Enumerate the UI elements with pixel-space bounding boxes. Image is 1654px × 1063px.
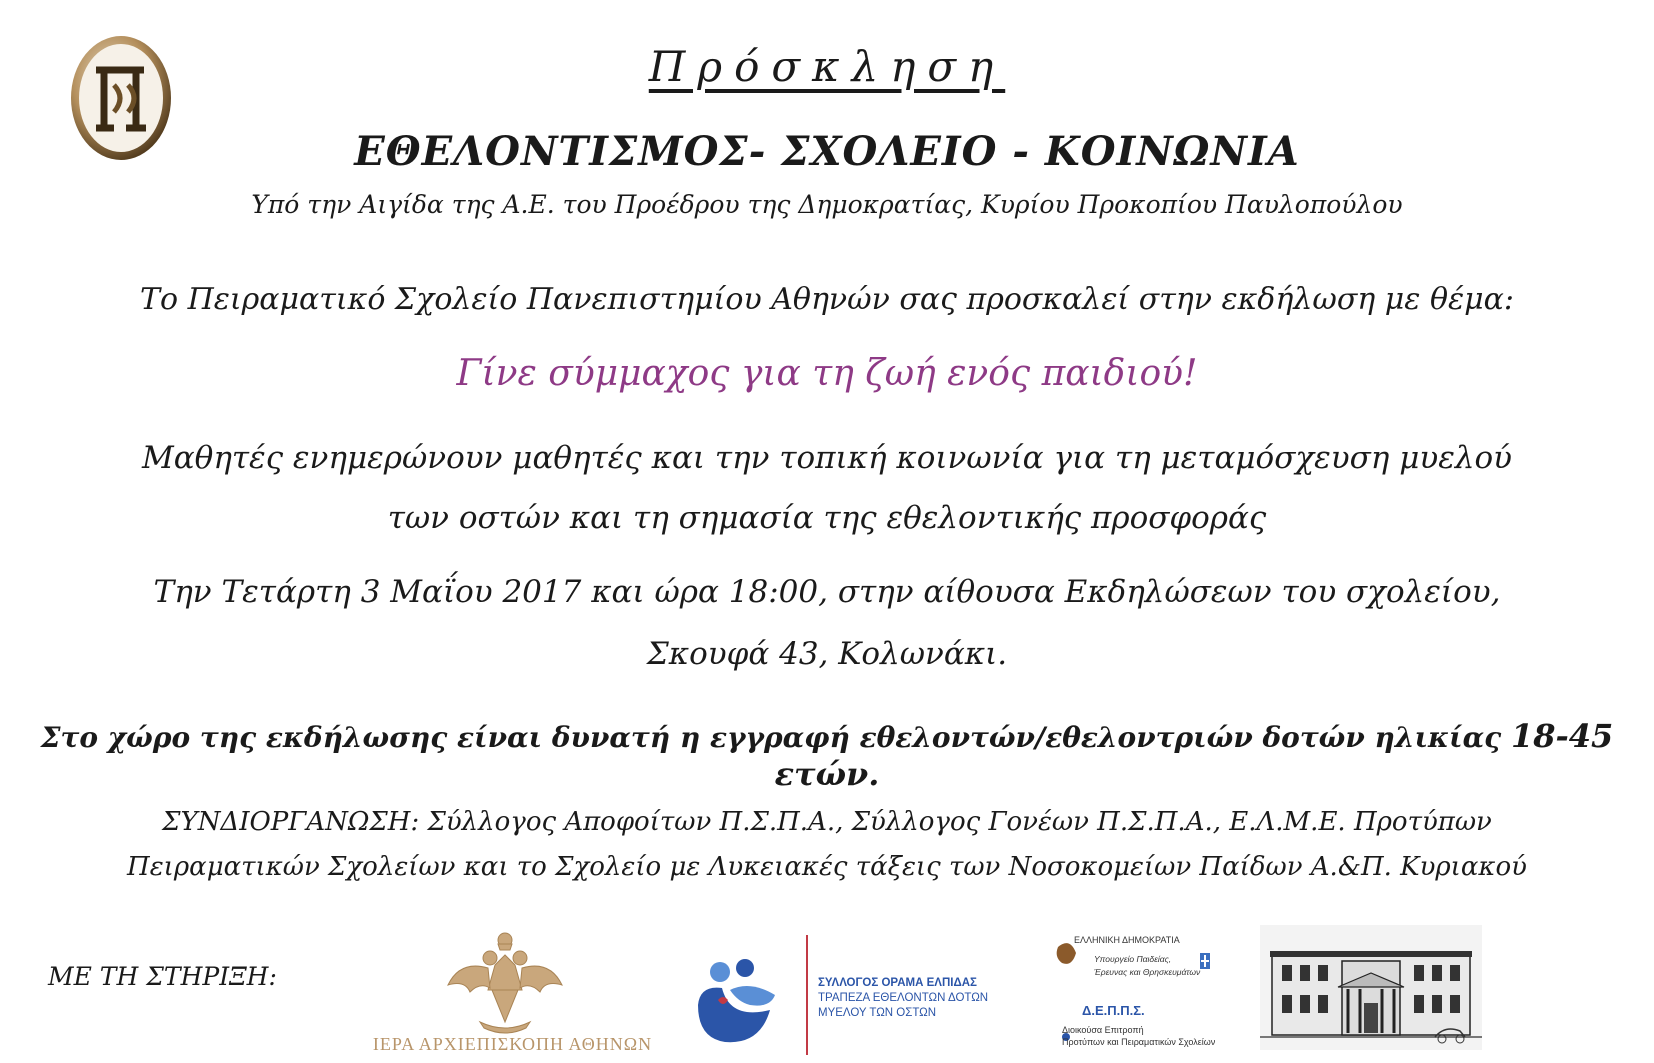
datetime-line: Την Τετάρτη 3 Μαΐου 2017 και ώρα 18:00, στην αίθουσα Εκδηλώσεων του σχολείου, <box>153 574 1501 610</box>
patronage-line: Υπό την Αιγίδα της Α.Ε. του Προέδρου της Δημοκρατίας, Κυρίου Προκοπίου Παυλοπούλου <box>251 190 1403 219</box>
page-title: Πρόσκληση <box>648 42 1006 91</box>
invitation-line: Το Πειραματικό Σχολείο Πανεπιστημίου Αθηνών σας προσκαλεί στην εκδήλωση με θέμα: <box>140 282 1514 317</box>
ministry-line-1: Υπουργείο Παιδείας, <box>1094 954 1172 964</box>
ministry-line-2: Έρευνας και Θρησκευμάτων <box>1094 967 1201 977</box>
support-label: ΜΕ ΤΗ ΣΤΗΡΙΞΗ: <box>48 962 277 991</box>
coorganization-line-1: ΣΥΝΔΙΟΡΓΑΝΩΣΗ: Σύλλογος Αποφοίτων Π.Σ.Π.Α., Σύλλογος Γονέων Π.Σ.Π.Α., Ε.Λ.Μ.Ε. Προτύπων <box>162 807 1492 837</box>
orama-subtitle-2: ΜΥΕΛΟΥ ΤΩΝ ΟΣΤΩΝ <box>818 1007 937 1019</box>
orama-subtitle-1: ΤΡΑΠΕΖΑ ΕΘΕΛΟΝΤΩΝ ΔΟΤΩΝ <box>818 992 989 1004</box>
description-line-1: Μαθητές ενημερώνουν μαθητές και την τοπική κοινωνία για τη μεταμόσχευση μυελού <box>142 440 1512 476</box>
registration-ages: 18-45 ετών. <box>774 717 1614 793</box>
orama-elpidas-logo-icon <box>690 950 790 1050</box>
depps-line-2: Προτύπων και Πειραματικών Σχολείων <box>1062 1037 1216 1047</box>
depps-subtitle <box>1062 1024 1215 1048</box>
depps-line-1: Διοικούσα Επιτροπή <box>1062 1025 1144 1035</box>
address-line: Σκουφά 43, Κολωνάκι. <box>646 636 1008 672</box>
description-line-2: των οστών και τη σημασία της εθελοντικής προσφοράς <box>387 500 1267 536</box>
coorganization-line-2: Πειραματικών Σχολείων και το Σχολείο με Λυκειακές τάξεις των Νοσοκομείων Παίδων Α.&Π. Κυριακού <box>127 852 1527 882</box>
ministry-country: ΕΛΛΗΝΙΚΗ ΔΗΜΟΚΡΑΤΙΑ <box>1074 935 1180 945</box>
event-theme: Γίνε σύμμαχος για τη ζωή ενός παιδιού! <box>456 353 1198 394</box>
double-headed-eagle-icon <box>440 930 570 1040</box>
archdiocese-label: ΙΕΡΑ ΑΡΧΙΕΠΙΣΚΟΠΗ ΑΘΗΝΩΝ <box>372 1034 653 1054</box>
orama-name: ΣΥΛΛΟΓΟΣ ΟΡΑΜΑ ΕΛΠΙΔΑΣ <box>818 977 977 989</box>
registration-text: Στο χώρο της εκδήλωσης είναι δυνατή η εγγραφή εθελοντών/εθελοντριών δοτών ηλικίας <box>40 721 1511 754</box>
school-building-illustration <box>1260 925 1482 1050</box>
registration-note <box>0 717 1654 793</box>
event-subtitle: ΕΘΕΛΟΝΤΙΣΜΟΣ- ΣΧΟΛΕΙΟ - ΚΟΙΝΩΝΙΑ <box>354 128 1300 175</box>
sponsor-divider <box>806 935 808 1055</box>
orama-elpidas-text <box>818 976 988 1021</box>
ministry-name <box>1094 953 1200 979</box>
depps-title: Δ.Ε.Π.Π.Σ. <box>1082 1003 1145 1018</box>
